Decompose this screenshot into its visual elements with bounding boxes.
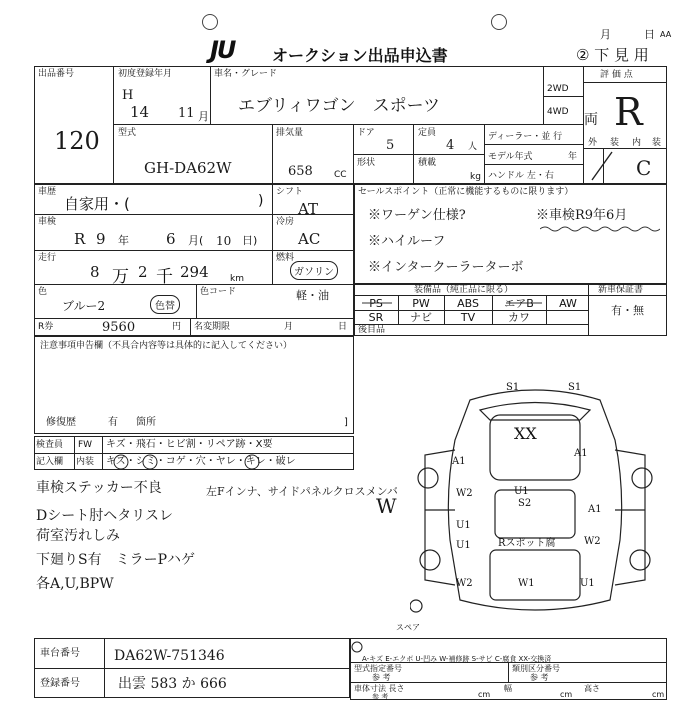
diagram-a1-front-left: A1 (452, 456, 466, 467)
registration-label: 登録番号 (40, 678, 80, 689)
length-unit: cm (478, 690, 491, 699)
first-reg-era: H (122, 88, 134, 103)
interior-row-label: 内装 (76, 457, 95, 467)
auction-logo: JU (210, 36, 235, 64)
mileage-sen-unit: 千 (156, 267, 173, 287)
color-label: 色 (38, 287, 48, 297)
evaluation-mark: 両 (584, 112, 598, 128)
drive-2wd-label: 2WD (547, 84, 569, 94)
form-title: オークション出品申込書 (272, 46, 448, 65)
registration-value: 出雲 583 か 666 (118, 676, 227, 692)
equip-navi: ナビ (410, 311, 432, 324)
fuel-label: 燃料 (276, 253, 295, 263)
recycle-label: R券 (38, 322, 54, 332)
equipment-label: 装備品（純正品に限る） (414, 285, 514, 295)
evaluation-label: 評 価 点 (600, 70, 633, 80)
diagram-a1-front-right: A1 (574, 448, 588, 459)
note-left-1: 車検ステッカー不良 (36, 480, 162, 496)
top-section (34, 66, 667, 184)
first-reg-month: 11 (178, 106, 195, 121)
diagram-w2-left: W2 (456, 488, 473, 499)
note-right-2: W (376, 494, 397, 518)
chassis-value: DA62W-751346 (114, 648, 225, 664)
equip-ps: PS (369, 297, 383, 310)
month-label: 月 (600, 28, 611, 41)
fuel-options: 軽・油 (296, 289, 329, 302)
equip-tv: TV (460, 311, 476, 324)
equip-airbag: エアB (504, 297, 534, 310)
first-registration-label: 初度登録年月 (118, 69, 173, 79)
dealer-label: ディーラー・並 行 (488, 132, 563, 142)
diagram-a1-right: A1 (588, 504, 602, 515)
length-ref: 参 考 (372, 693, 389, 701)
color-value: ブルー2 (62, 299, 106, 313)
mileage-man: 8 (90, 263, 100, 281)
sales-point-2: ※ハイルーフ (368, 234, 446, 249)
capacity-unit: 人 (468, 142, 478, 152)
sales-points-label: セールスポイント（正常に機能するものに限ります） (358, 187, 574, 197)
displacement-unit: CC (334, 170, 347, 180)
first-reg-year: 14 (130, 103, 150, 121)
drive-4wd-label: 4WD (547, 107, 569, 117)
fw-label: FW (78, 440, 93, 450)
inspection-day-unit: 日) (242, 234, 258, 247)
chassis-label: 車台番号 (40, 648, 80, 659)
model-year-label: モデル年式 (488, 152, 533, 162)
diagram-u1-center: U1 (514, 486, 529, 497)
model-code-label: 型式 (118, 128, 137, 138)
load-label: 積載 (418, 158, 437, 168)
shift-label: シフト (276, 187, 304, 197)
day-label: 日 (644, 28, 655, 41)
transfer-day: 日 (338, 322, 348, 332)
equip-leather: カワ (508, 311, 530, 324)
warranty-label: 新車保証書 (598, 285, 644, 295)
history-close: ) (258, 193, 264, 209)
diagram-w2-right: W2 (584, 536, 601, 547)
diagram-w2-bottom-left: W2 (456, 578, 473, 589)
sales-point-1: ※ワーゲン仕様? (368, 208, 466, 223)
punch-hole-right (491, 14, 507, 30)
length-label: 車体寸法 長さ (354, 684, 405, 693)
inspection-era: R (74, 230, 86, 248)
car-name-value: エブリィワゴン スポーツ (238, 96, 440, 116)
load-unit: kg (470, 172, 481, 182)
note-left-4: 下廻りS有 ミラーPハゲ (36, 552, 196, 568)
doors-value: 5 (386, 138, 395, 153)
equipment-circle-marks (356, 296, 546, 310)
exterior2-label: 装 (610, 138, 620, 148)
wavy-underline (540, 225, 660, 233)
mileage-sen: 2 (138, 263, 148, 281)
diagram-u1-bottom-right: U1 (580, 578, 595, 589)
copy-label: ② 下 見 用 (576, 46, 649, 64)
exterior-label: 外 (588, 138, 598, 148)
inspection-day: 10 (216, 234, 232, 248)
displacement-value: 658 (288, 164, 313, 179)
damage-legend: A-キズ E-エクボ U-凹み W-補修跡 S-サビ C-腐食 XX-交換済 (362, 655, 552, 663)
equip-sr: SR (368, 311, 384, 324)
interior-items: キズ・シミ・コゲ・穴・ヤレ・キレ・破レ (106, 456, 296, 467)
ac-value: AC (298, 230, 321, 248)
punch-hole-left (202, 14, 218, 30)
first-reg-month-unit: 月 (198, 110, 209, 123)
recycle-value: 9560 (102, 320, 136, 335)
mileage-rest: 294 (180, 263, 209, 281)
inspection-month-unit: 月( (188, 234, 204, 247)
inspection-year-unit: 年 (118, 234, 129, 247)
doors-label: ドア (357, 128, 375, 138)
shape-label: 形状 (357, 158, 376, 168)
note-left-5: 各A,U,BPW (36, 576, 114, 592)
transfer-month: 月 (284, 322, 294, 332)
fw-items: キズ・飛石・ヒビ割・リペア跡・X要 (106, 439, 273, 450)
diagram-rear-spot-rust: Rスポット腐 (498, 538, 556, 549)
model-year-unit: 年 (568, 152, 578, 162)
repair-place: 箇所 (136, 417, 156, 428)
designation-label: 型式指定番号 (354, 664, 402, 673)
note-left-2: Dシート肘ヘタリスレ (36, 508, 173, 524)
notes-label: 注意事項申告欄（不具合内容等は具体的に記入してください） (40, 341, 293, 351)
interior-label: 内 (632, 138, 642, 148)
width-label: 幅 (504, 684, 512, 693)
transfer-label: 名変期限 (194, 322, 231, 332)
repair-close: ] (344, 417, 348, 428)
note-right-1: 左Fインナ、サイドパネルクロスメンバ (206, 485, 398, 498)
sales-point-3: ※インタークーラーターボ (368, 260, 524, 275)
ac-label: 冷房 (276, 217, 295, 227)
color-change-badge: 色替 (150, 295, 180, 314)
height-unit: cm (652, 690, 665, 699)
mileage-man-unit: 万 (112, 267, 129, 287)
car-name-label: 車名・グレード (214, 69, 278, 79)
inspection-year: 9 (96, 230, 106, 248)
handle-label: ハンドル 左・右 (488, 171, 554, 181)
designation-ref: 参 考 (372, 673, 391, 682)
diagram-u1-left: U1 (456, 520, 471, 531)
diagram-s1-right: S1 (568, 382, 582, 393)
history-label: 車歴 (38, 187, 57, 197)
vehicle-diagram (410, 380, 660, 630)
inspection-month: 6 (166, 230, 176, 248)
diagram-u1-left2: U1 (456, 540, 471, 551)
repair-has: 有 (108, 417, 118, 428)
diagram-s1-left: S1 (506, 382, 520, 393)
equip-abs: ABS (457, 297, 479, 310)
repair-label: 修復歴 (46, 417, 76, 428)
inspection-label: 車検 (38, 217, 57, 227)
diagram-spare-label: スペア (396, 623, 420, 632)
diagram-roof-xx: XX (514, 424, 537, 443)
note-left-3: 荷室汚れしみ (36, 528, 120, 544)
diagram-s2-center: S2 (518, 498, 532, 509)
rear-items-label: 後目品 (358, 325, 386, 335)
fuel-value: ガソリン (290, 261, 338, 280)
mileage-label: 走行 (38, 253, 57, 263)
equip-aw: AW (559, 297, 577, 310)
shift-value: AT (298, 200, 319, 218)
history-value: 自家用・( (64, 195, 130, 213)
interior-circled-marks (104, 454, 274, 470)
evaluation-score: R (614, 90, 643, 134)
exterior-score-slash (586, 150, 616, 182)
sales-point-1b: ※車検R9年6月 (536, 208, 628, 223)
capacity-label: 定員 (418, 128, 437, 138)
recycle-unit: 円 (172, 322, 182, 332)
category-ref: 参 考 (530, 673, 549, 682)
model-code-value: GH-DA62W (144, 159, 232, 177)
color-code-label: 色コード (200, 287, 237, 297)
lot-number-label: 出品番号 (38, 69, 75, 79)
diagram-w1-center: W1 (518, 578, 535, 589)
equip-pw: PW (412, 297, 430, 310)
interior2-label: 装 (652, 138, 662, 148)
aa-label: AA (660, 30, 672, 39)
capacity-value: 4 (446, 138, 455, 153)
inspector-label: 検査員 (36, 440, 64, 450)
entry-label: 記入欄 (36, 457, 64, 467)
category-label: 類別区分番号 (512, 664, 560, 673)
width-unit: cm (560, 690, 573, 699)
interior-score: C (636, 156, 652, 180)
height-label: 高さ (584, 684, 600, 693)
warranty-value: 有・無 (611, 304, 644, 317)
legend-circle-mark (351, 641, 363, 653)
lot-number-value: 120 (54, 127, 100, 155)
mileage-unit: km (230, 274, 244, 284)
displacement-label: 排気量 (276, 128, 304, 138)
